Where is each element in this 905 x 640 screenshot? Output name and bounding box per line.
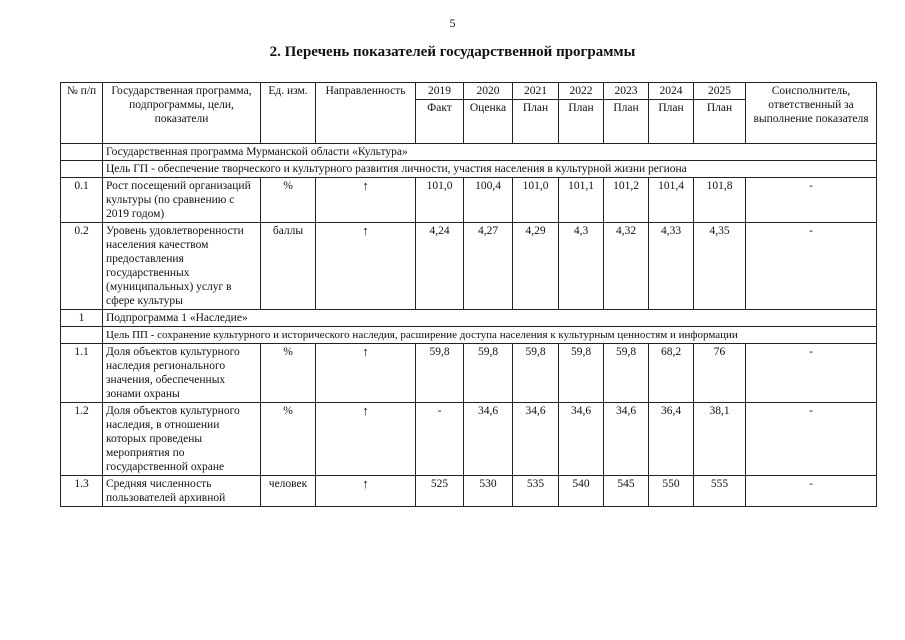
row-name: Уровень удовлетворенности населения качеством предоставления государственных (муниципальных) услуг в сфере культуры (103, 223, 261, 310)
row-executor: - (746, 223, 877, 310)
row-unit: % (261, 344, 316, 403)
row-value: 34,6 (604, 403, 649, 476)
header-status: Оценка (464, 100, 513, 144)
row-value: 4,29 (513, 223, 559, 310)
row-unit: человек (261, 476, 316, 507)
row-value: 59,8 (416, 344, 464, 403)
row-value: 68,2 (649, 344, 694, 403)
row-value: 101,1 (559, 178, 604, 223)
row-num: 1.1 (61, 344, 103, 403)
row-value: 59,8 (559, 344, 604, 403)
program-title-row (61, 144, 877, 161)
indicators-table (60, 82, 877, 507)
row-value: 101,8 (694, 178, 746, 223)
up-arrow-icon: ↑ (316, 403, 416, 476)
row-value: 101,4 (649, 178, 694, 223)
subprogram-title: Подпрограмма 1 «Наследие» (103, 310, 877, 327)
header-status: План (513, 100, 559, 144)
empty-cell (61, 327, 103, 344)
table-row (61, 223, 877, 310)
up-arrow-icon: ↑ (316, 476, 416, 507)
row-num: 0.1 (61, 178, 103, 223)
row-name: Доля объектов культурного наследия, в отношении которых проведены мероприятия по государственной охране (103, 403, 261, 476)
row-num: 0.2 (61, 223, 103, 310)
row-value: 4,3 (559, 223, 604, 310)
row-value: 101,0 (416, 178, 464, 223)
row-unit: % (261, 178, 316, 223)
header-year: 2022 (559, 83, 604, 100)
subprogram-goal: Цель ПП - сохранение культурного и исторического наследия, расширение доступа населения к культурным ценностям и информации (103, 327, 877, 344)
header-unit: Ед. изм. (261, 83, 316, 144)
row-value: 4,33 (649, 223, 694, 310)
header-year: 2024 (649, 83, 694, 100)
header-status: Факт (416, 100, 464, 144)
header-year: 2019 (416, 83, 464, 100)
row-value: 34,6 (559, 403, 604, 476)
row-value: 545 (604, 476, 649, 507)
header-name: Государственная программа, подпрограммы, цели, показатели (103, 83, 261, 144)
row-executor: - (746, 403, 877, 476)
row-name: Средняя численность пользователей архивной (103, 476, 261, 507)
table-row (61, 403, 877, 476)
subprogram-num: 1 (61, 310, 103, 327)
row-value: 59,8 (464, 344, 513, 403)
row-value: 36,4 (649, 403, 694, 476)
row-value: 101,2 (604, 178, 649, 223)
row-value: 59,8 (604, 344, 649, 403)
header-status: План (604, 100, 649, 144)
header-row-years (61, 83, 877, 100)
row-value: 100,4 (464, 178, 513, 223)
row-value: 4,24 (416, 223, 464, 310)
row-value: - (416, 403, 464, 476)
row-value: 525 (416, 476, 464, 507)
header-status: План (559, 100, 604, 144)
empty-cell (61, 144, 103, 161)
header-status: План (649, 100, 694, 144)
row-value: 59,8 (513, 344, 559, 403)
row-unit: баллы (261, 223, 316, 310)
header-year: 2021 (513, 83, 559, 100)
row-value: 535 (513, 476, 559, 507)
program-title: Государственная программа Мурманской области «Культура» (103, 144, 877, 161)
header-year: 2023 (604, 83, 649, 100)
row-value: 550 (649, 476, 694, 507)
table-row (61, 178, 877, 223)
header-executor: Соисполнитель, ответственный за выполнение показателя (746, 83, 877, 144)
row-value: 38,1 (694, 403, 746, 476)
up-arrow-icon: ↑ (316, 344, 416, 403)
table-row (61, 344, 877, 403)
subprogram-goal-row (61, 327, 877, 344)
up-arrow-icon: ↑ (316, 178, 416, 223)
row-num: 1.3 (61, 476, 103, 507)
program-goal: Цель ГП - обеспечение творческого и культурного развития личности, участия населения в культурной жизни региона (103, 161, 877, 178)
up-arrow-icon: ↑ (316, 223, 416, 310)
header-year: 2020 (464, 83, 513, 100)
program-goal-row (61, 161, 877, 178)
row-executor: - (746, 178, 877, 223)
row-name: Доля объектов культурного наследия регионального значения, обеспеченных зонами охраны (103, 344, 261, 403)
header-direction: Направленность (316, 83, 416, 144)
row-value: 4,27 (464, 223, 513, 310)
document-title: 2. Перечень показателей государственной программы (269, 44, 636, 60)
row-value: 555 (694, 476, 746, 507)
header-year: 2025 (694, 83, 746, 100)
row-name: Рост посещений организаций культуры (по сравнению с 2019 годом) (103, 178, 261, 223)
row-value: 101,0 (513, 178, 559, 223)
row-executor: - (746, 344, 877, 403)
empty-cell (61, 161, 103, 178)
row-unit: % (261, 403, 316, 476)
row-value: 34,6 (464, 403, 513, 476)
row-value: 530 (464, 476, 513, 507)
row-value: 4,32 (604, 223, 649, 310)
row-value: 76 (694, 344, 746, 403)
row-value: 4,35 (694, 223, 746, 310)
row-value: 540 (559, 476, 604, 507)
header-status: План (694, 100, 746, 144)
row-num: 1.2 (61, 403, 103, 476)
row-executor: - (746, 476, 877, 507)
page-number: 5 (449, 16, 456, 30)
header-num: № п/п (61, 83, 103, 144)
table-row (61, 476, 877, 507)
row-value: 34,6 (513, 403, 559, 476)
subprogram-title-row (61, 310, 877, 327)
